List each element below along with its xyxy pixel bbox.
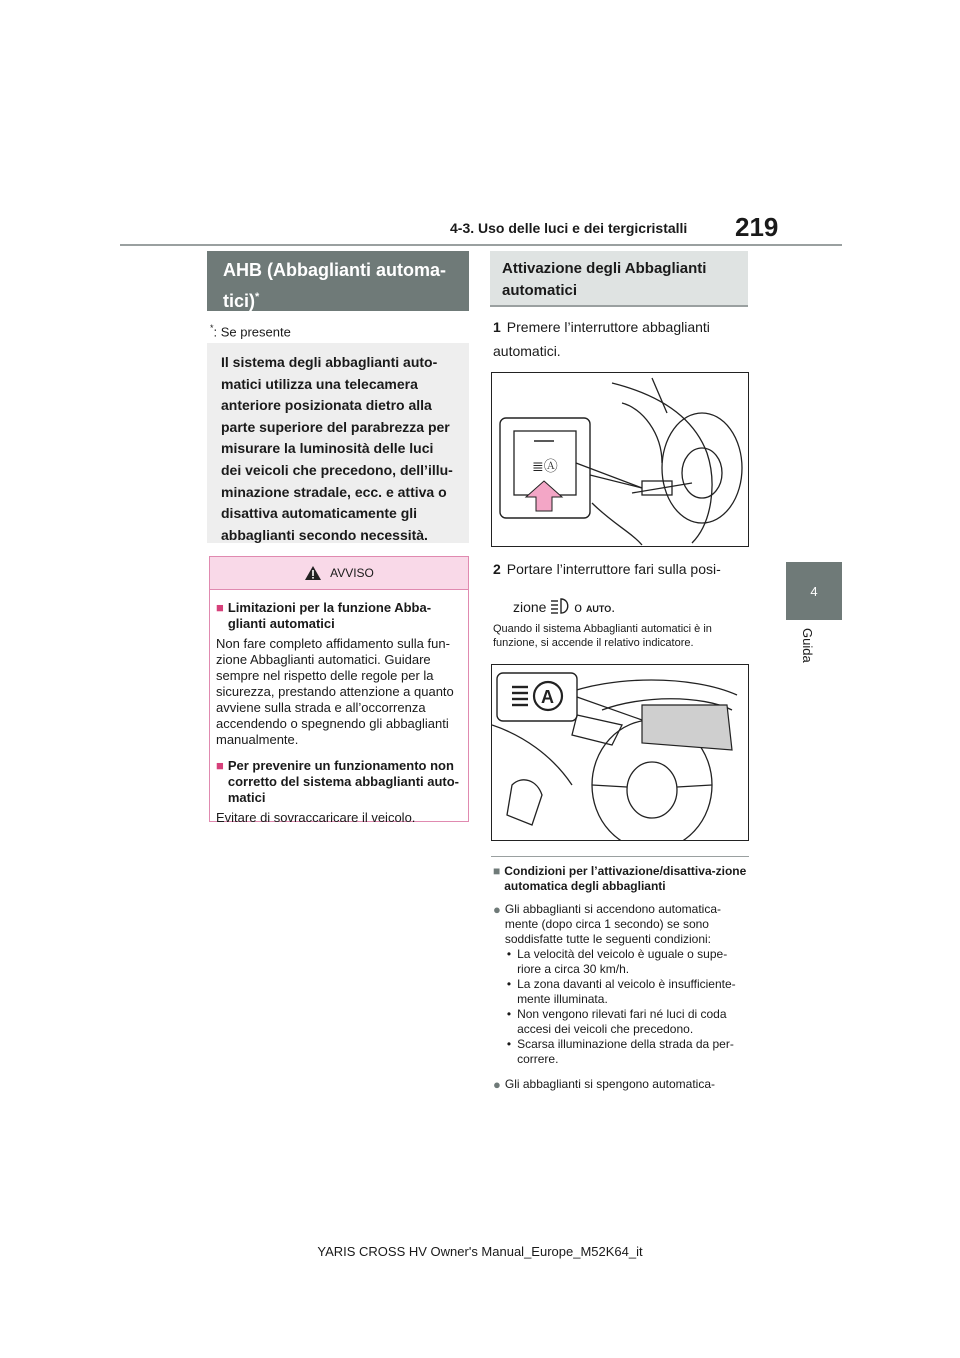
sub-bullet-icon: • — [506, 1007, 512, 1021]
high-beam-icon — [550, 597, 570, 615]
round-bullet-icon: ● — [493, 1077, 501, 1092]
switch-illustration — [491, 372, 749, 547]
indicator-caption: Quando il sistema Abbaglianti automatici è in funzione, si accende il relativo indicatore. — [493, 623, 712, 649]
step-1-number: 1 — [493, 319, 501, 335]
ahb-heading — [207, 251, 469, 311]
sub-bullet-icon: • — [506, 1037, 512, 1051]
warning-body — [210, 590, 468, 826]
warning-item1-title-text: Limitazioni per la funzione Abba-glianti automatici — [227, 600, 432, 631]
figure-indicator-letter: A — [541, 687, 554, 707]
footnote — [210, 323, 291, 339]
sub-bullet-icon: • — [506, 977, 512, 991]
ahb-heading-text: AHB (Abbaglianti automa-tici) — [223, 260, 446, 311]
condition-sub4-text: Scarsa illuminazione della strada da per-correre. — [517, 1037, 734, 1066]
warning-item2-title-text: Per prevenire un funzionamento non corretto del sistema abbaglianti auto-matici — [227, 758, 460, 805]
conditions-title — [493, 864, 751, 894]
step-1-text: Premere l’interruttore abbaglianti automatici. — [493, 319, 710, 359]
warning-item2-text: Evitare di sovraccaricare il veicolo. — [216, 810, 416, 825]
conditions-bullet — [493, 1077, 751, 1092]
square-bullet-icon: ■ — [493, 864, 501, 878]
step-2-number: 2 — [493, 561, 501, 577]
square-bullet-icon: ■ — [216, 758, 224, 773]
chapter-number: 4 — [810, 583, 818, 599]
round-bullet-icon: ● — [493, 902, 501, 917]
sub-bullet-icon: • — [506, 947, 512, 961]
page-number: 219 — [735, 212, 779, 242]
auto-high-beam-symbol-icon: ≣Ⓐ — [532, 458, 558, 474]
ahb-heading-mark: * — [255, 291, 260, 303]
condition-sub2-text: La zona davanti al veicolo è insufficiente-mente illuminata. — [517, 977, 736, 1006]
conditions-divider — [491, 856, 749, 857]
warning-icon — [304, 565, 322, 581]
step-2-text: Portare l’interruttore fari sulla posi- — [506, 561, 721, 577]
condition-sub-item — [505, 1007, 751, 1037]
step-2-period: . — [611, 599, 616, 615]
header-divider — [120, 244, 842, 246]
warning-label: AVVISO — [330, 566, 374, 580]
conditions-bullet — [493, 902, 751, 1067]
warning-box — [209, 556, 469, 825]
condition-sub3-text: Non vengono rilevati fari né luci di coda accesi dei veicoli che precedono. — [517, 1007, 727, 1036]
condition-sub-item — [505, 1037, 751, 1067]
footnote-mark: * — [210, 323, 214, 333]
indicator-illustration — [491, 664, 749, 841]
step-2-or: o — [574, 599, 583, 615]
switch-diagram — [492, 373, 748, 546]
conditions-bullet1-content — [505, 902, 751, 1067]
step-2-zone-word: zione — [513, 599, 547, 615]
auto-position-label: AUTO — [585, 604, 612, 614]
conditions-bullet2-text: Gli abbaglianti si spengono automatica- — [504, 1077, 715, 1091]
intro-box: Il sistema degli abbaglianti auto-matici utilizza una telecamera anteriore posizionata dietro alla parte superiore del parabrezza per misurare la luminosità delle luci dei veicoli che precedono, dell’illu-minazione stradale, ecc. e attiva o disattiva automaticamente gli abbaglianti secondo necessità. — [207, 343, 469, 543]
step-2-line1 — [493, 557, 753, 581]
chapter-label: Guida — [800, 628, 815, 663]
chapter-tab[interactable] — [786, 562, 842, 620]
condition-sub-item — [505, 977, 751, 1007]
condition-sub1-text: La velocità del veicolo è uguale o supe-riore a circa 30 km/h. — [517, 947, 728, 976]
conditions-block — [493, 860, 751, 1092]
conditions-title-text: Condizioni per l’attivazione/disattiva-zione automatica degli abbaglianti — [504, 864, 747, 893]
warning-item-title — [216, 600, 462, 632]
step-2-line2 — [493, 595, 753, 621]
footer-manual-id: YARIS CROSS HV Owner's Manual_Europe_M52K64_it — [317, 1244, 643, 1259]
section-title: 4-3. Uso delle luci e dei tergicristalli — [450, 220, 688, 236]
step-2 — [493, 557, 753, 621]
dashboard-diagram — [492, 665, 748, 840]
step-1 — [493, 315, 753, 363]
conditions-bullet1-text: Gli abbaglianti si accendono automatica-mente (dopo circa 1 secondo) se sono soddisfatte tutte le seguenti condizioni: — [504, 902, 721, 946]
condition-sub-item — [505, 947, 751, 977]
warning-header — [210, 557, 468, 590]
footnote-text: : Se presente — [213, 324, 291, 340]
activation-heading: Attivazione degli Abbaglianti automatici — [490, 251, 748, 307]
warning-item-title — [216, 758, 462, 806]
warning-item1-text: Non fare completo affidamento sulla fun-zione Abbaglianti automatici. Guidare sempre nel rispetto delle regole per la sicurezza, prestando attenzione a quanto avviene sulla strada e all’occorrenza accendendo o spegnendo gli abbaglianti manualmente. — [216, 636, 454, 747]
square-bullet-icon: ■ — [216, 600, 224, 615]
